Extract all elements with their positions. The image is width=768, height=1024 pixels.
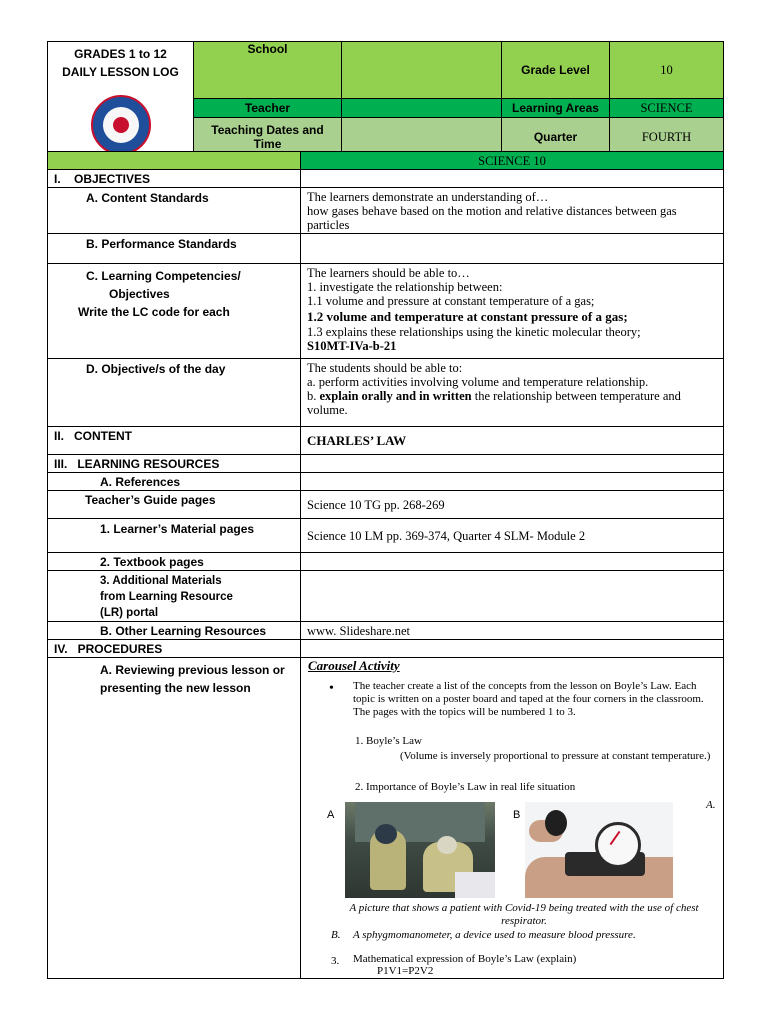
objective-day-label: D. Objective/s of the day [48, 359, 301, 427]
objectives-heading: I. OBJECTIVES [48, 170, 301, 188]
obj-line1: The students should be able to: [307, 361, 463, 375]
other-resources-value: www. Slideshare.net [301, 622, 724, 640]
procedures-heading: IV. PROCEDURES [48, 640, 301, 658]
quarter-value: FOURTH [610, 118, 724, 156]
lc-line2: 1. investigate the relationship between: [307, 280, 503, 294]
teacher-value [342, 99, 502, 118]
deped-seal-logo [91, 95, 151, 155]
tg-value: Science 10 TG pp. 268-269 [301, 491, 724, 519]
performance-standards-label: B. Performance Standards [48, 234, 301, 264]
content-value: CHARLES’ LAW [301, 427, 724, 455]
resources-heading: III. LEARNING RESOURCES [48, 455, 301, 473]
performance-standards-value [301, 234, 724, 264]
doc-title-line2: DAILY LESSON LOG [62, 65, 179, 79]
item-boyles-law: 1. Boyle’s Law [355, 735, 422, 747]
lm-value: Science 10 LM pp. 369-374, Quarter 4 SLM- Module 2 [301, 519, 724, 553]
header-table [47, 41, 724, 156]
obj-line2: a. perform activities involving volume and temperature relationship. [307, 375, 649, 389]
content-standards-line2: how gases behave based on the motion and relative distances between gas particles [307, 204, 677, 232]
title-cell [48, 42, 194, 156]
dates-label: Teaching Dates and Time [194, 118, 342, 156]
references-label: A. References [48, 473, 301, 491]
content-heading: II. CONTENT [48, 427, 301, 455]
sphygmomanometer-photo [525, 802, 673, 898]
content-standards-label: A. Content Standards [48, 188, 301, 234]
dates-value [342, 118, 502, 156]
additional-materials-label: 3. Additional Materials from Learning Resource (LR) portal [48, 571, 301, 622]
item3-marker: 3. [331, 955, 340, 967]
lc-code: S10MT-IVa-b-21 [307, 339, 397, 353]
lesson-table [47, 151, 724, 979]
grade-level-label: Grade Level [502, 42, 610, 99]
lm-label: 1. Learner’s Material pages [48, 519, 301, 553]
subject-banner: SCIENCE 10 [301, 152, 724, 170]
lc-line1: The learners should be able to… [307, 266, 470, 280]
textbook-label: 2. Textbook pages [48, 553, 301, 571]
lc-line5: 1.3 explains these relationships using the kinetic molecular theory; [307, 325, 641, 339]
school-value [342, 42, 502, 99]
picture-a-label: A [327, 809, 335, 821]
learning-competencies-value [301, 264, 724, 359]
teacher-label: Teacher [194, 99, 342, 118]
objective-day-value [301, 359, 724, 427]
covid-patient-photo [345, 802, 495, 898]
bullet-dot-icon: • [329, 681, 334, 696]
activity-title: Carousel Activity [308, 658, 400, 673]
item-boyles-law-desc: (Volume is inversely proportional to pressure at constant temperature.) [400, 750, 711, 762]
lc-label-line1: C. Learning Competencies/ [86, 269, 241, 283]
lc-label-line3: Write the LC code for each [78, 305, 230, 319]
learning-competencies-label [48, 264, 301, 359]
caption-b: A sphygmomanometer, a device used to measure blood pressure. [353, 929, 636, 941]
school-label: School [194, 42, 342, 99]
doc-title-line1: GRADES 1 to 12 [74, 47, 167, 61]
lc-line3: 1.1 volume and pressure at constant temperature of a gas; [307, 294, 595, 308]
procedure-cell [301, 658, 724, 979]
caption-b-marker: B. [331, 929, 341, 941]
boyles-formula: P1V1=P2V2 [377, 965, 434, 977]
reviewing-label: A. Reviewing previous lesson or presenting the new lesson [48, 658, 301, 979]
tg-label: Teacher’s Guide pages [48, 491, 301, 519]
caption-a: A picture that shows a patient with Covid-19 being treated with the use of chest respirator. [349, 902, 699, 927]
quarter-label: Quarter [502, 118, 610, 156]
obj-line3: b. explain orally and in written the relationship between temperature and volume. [307, 389, 681, 417]
bullet-text: The teacher create a list of the concepts from the lesson on Boyle’s Law. Each topic is written on a poster board and taped at the four corners in the classroom. The pages with the topics will be numbered 1 to 3. [353, 680, 704, 718]
learning-areas-label: Learning Areas [502, 99, 610, 118]
learning-areas-value: SCIENCE [610, 99, 724, 118]
right-marker-a: A. [706, 799, 716, 811]
content-standards-line1: The learners demonstrate an understanding of… [307, 190, 549, 204]
item-math-expression: Mathematical expression of Boyle’s Law (explain) [353, 953, 577, 965]
picture-b-label: B [513, 809, 521, 821]
banner-left [48, 152, 301, 170]
content-standards-value [301, 188, 724, 234]
grade-level-value: 10 [610, 42, 724, 99]
item-importance: 2. Importance of Boyle’s Law in real life situation [355, 781, 576, 793]
other-resources-label: B. Other Learning Resources [48, 622, 301, 640]
lc-line4: 1.2 volume and temperature at constant pressure of a gas; [307, 309, 628, 324]
lc-label-line2: Objectives [109, 287, 170, 301]
